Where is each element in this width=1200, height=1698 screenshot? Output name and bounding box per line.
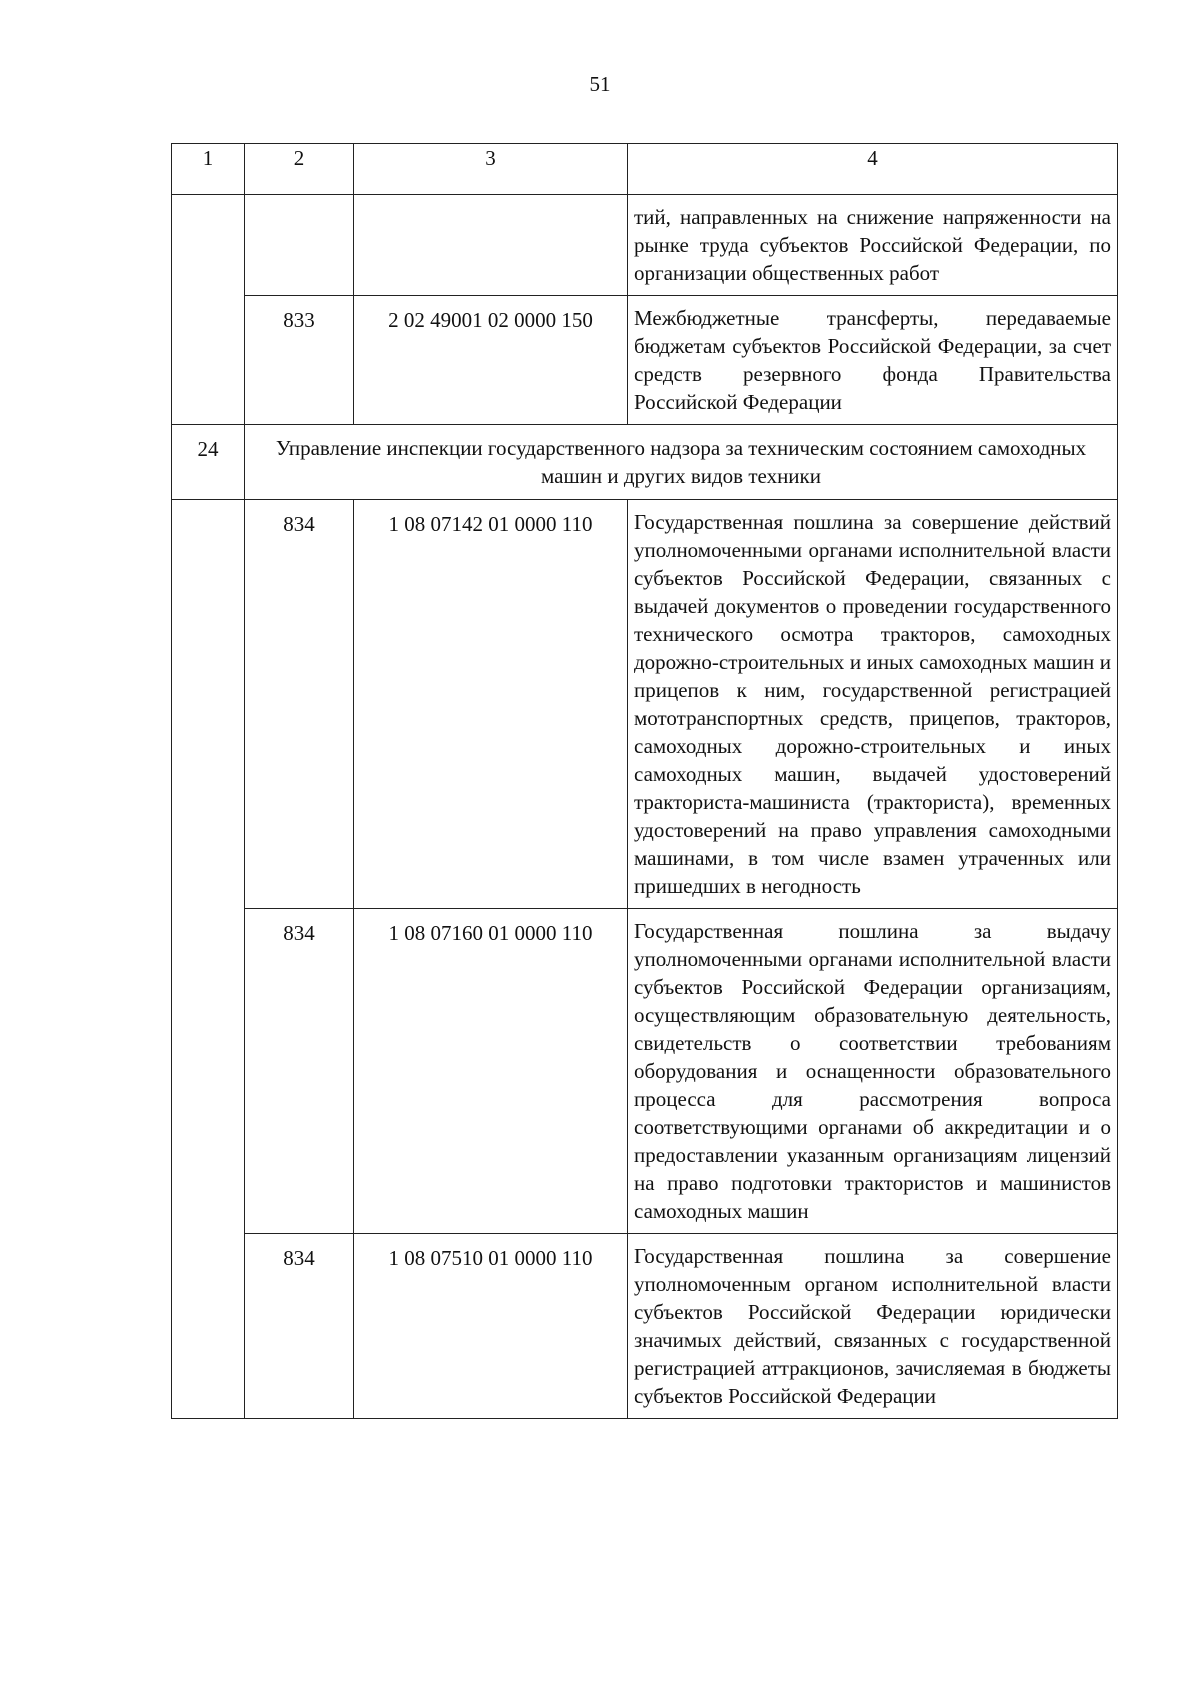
column-header-4: 4 xyxy=(628,144,1118,195)
admin-code-cell: 834 xyxy=(245,909,354,1234)
table-row-continuation xyxy=(172,195,1118,296)
section-title: Управление инспекции государственного надзора за техническим состоянием самоходных машин и других видов техники xyxy=(245,425,1118,500)
budget-code-cell: 1 08 07142 01 0000 110 xyxy=(354,500,628,909)
budget-code-cell: 1 08 07160 01 0000 110 xyxy=(354,909,628,1234)
budget-code-cell: 2 02 49001 02 0000 150 xyxy=(354,296,628,425)
admin-code-cell xyxy=(245,195,354,296)
table-row xyxy=(172,909,1118,1234)
column-header-1: 1 xyxy=(172,144,245,195)
admin-code-cell: 834 xyxy=(245,500,354,909)
section-header-row xyxy=(172,425,1118,500)
table-row xyxy=(172,1234,1118,1419)
section-number: 24 xyxy=(172,425,245,500)
description-cell: Государственная пошлина за совершение действий уполномоченными органами исполнительной власти субъектов Российской Федерации, связанных с выдачей документов о проведении государственного технического осмотра тракторов, самоходных дорожно-строительных и иных самоходных машин и прицепов к ним, государственной регистрацией мототранспортных средств, прицепов, тракторов, самоходных дорожно-строительных и иных самоходных машин, выдачей удостоверений тракториста-машиниста (тракториста), временных удостоверений на право управления самоходными машинами, в том числе взамен утраченных или пришедших в негодность xyxy=(628,500,1118,909)
table-row xyxy=(172,500,1118,909)
budget-code-cell xyxy=(354,195,628,296)
description-cell: тий, направленных на снижение напряженности на рынке труда субъектов Российской Федерации, по организации общественных работ xyxy=(628,195,1118,296)
page-number: 51 xyxy=(589,72,611,96)
admin-code-cell: 833 xyxy=(245,296,354,425)
budget-codes-table xyxy=(171,143,1118,1419)
description-cell: Государственная пошлина за совершение уполномоченным органом исполнительной власти субъектов Российской Федерации юридически значимых действий, связанных с государственной регистрацией аттракционов, зачисляемая в бюджеты субъектов Российской Федерации xyxy=(628,1234,1118,1419)
column-header-3: 3 xyxy=(354,144,628,195)
section-number-cell-empty xyxy=(172,195,245,425)
description-cell: Межбюджетные трансферты, передаваемые бюджетам субъектов Российской Федерации, за счет средств резервного фонда Правительства Российской Федерации xyxy=(628,296,1118,425)
table-row xyxy=(172,296,1118,425)
description-cell: Государственная пошлина за выдачу уполномоченными органами исполнительной власти субъектов Российской Федерации организациям, осуществляющим образовательную деятельность, свидетельств о соответствии требованиям оборудования и оснащенности образовательного процесса для рассмотрения вопроса соответствующими органами об аккредитации и о предоставлении указанным организациям лицензий на право подготовки трактористов и машинистов самоходных машин xyxy=(628,909,1118,1234)
column-header-2: 2 xyxy=(245,144,354,195)
column-number-header-row xyxy=(172,144,1118,195)
section-number-cell-empty xyxy=(172,500,245,1419)
admin-code-cell: 834 xyxy=(245,1234,354,1419)
budget-code-cell: 1 08 07510 01 0000 110 xyxy=(354,1234,628,1419)
